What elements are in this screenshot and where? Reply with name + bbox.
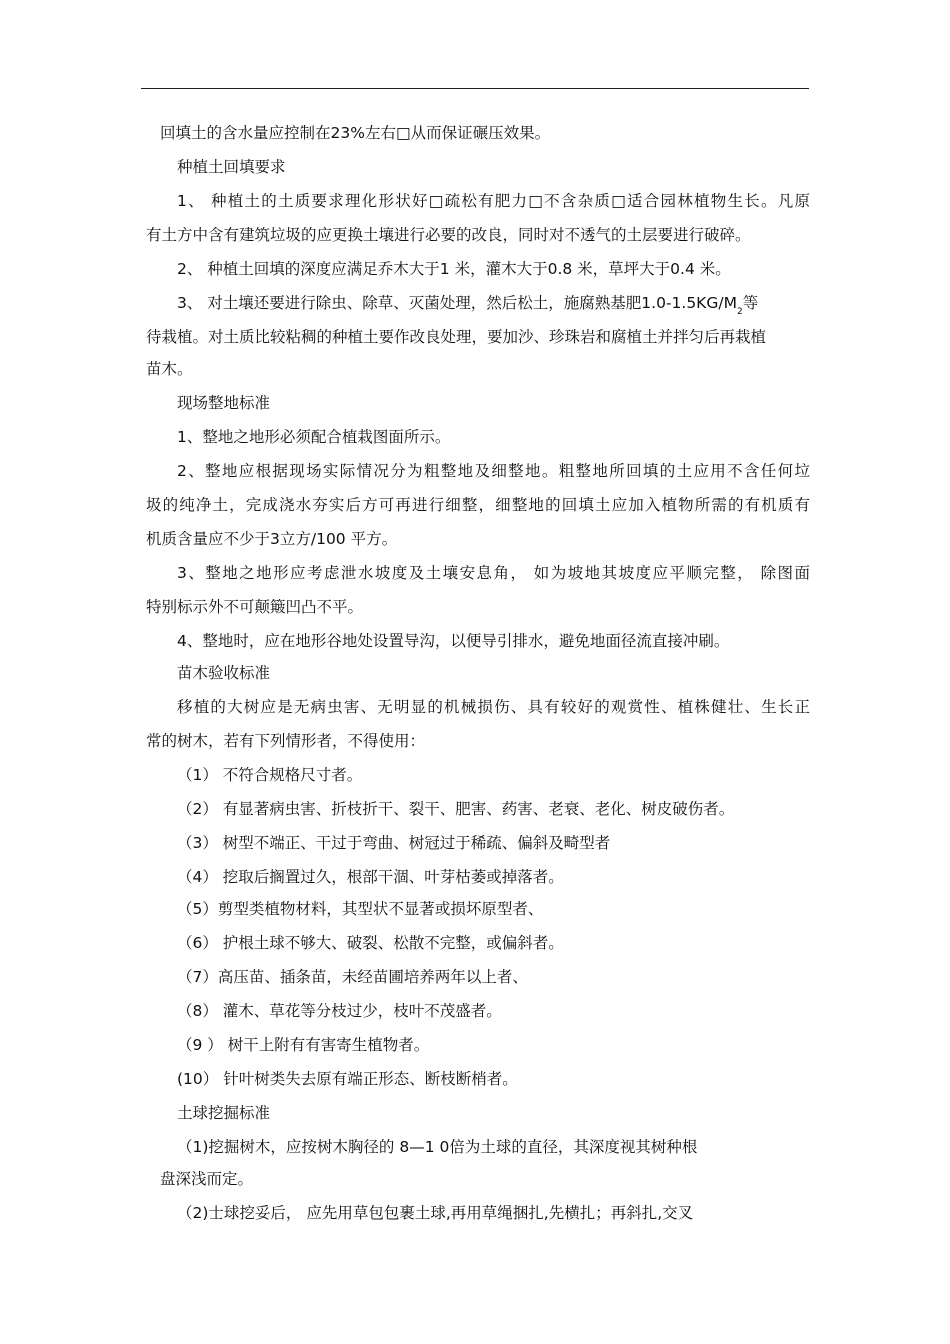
text-line: 特别标示外不可颠簸凹凸不平。 (146, 598, 364, 616)
list-item: （7）高压苗、插条苗，未经苗圃培养两年以上者、 (177, 968, 528, 986)
list-item: （9 ） 树干上附有有害寄生植物者。 (177, 1036, 430, 1054)
text-line: 移植的大树应是无病虫害、无明显的机械损伤、具有较好的观赏性、植株健壮、生长正 (177, 698, 810, 716)
text-line (177, 293, 810, 316)
list-item: （2)士球挖妥后， 应先用草包包裹土球,再用草绳捆扎,先横扎；再斜扎,交叉 (177, 1204, 694, 1222)
list-item: （8） 灌木、草花等分枝过少，枝叶不茂盛者。 (177, 1002, 502, 1020)
text-line: 常的树木，若有下列情形者，不得使用： (146, 732, 426, 750)
text-line: 4、整地时，应在地形谷地处设置导沟，以便导引排水，避免地面径流直接冲刷。 (177, 632, 730, 650)
list-item: (10） 针叶树类失去原有端正形态、断枝断梢者。 (177, 1070, 518, 1088)
text-run: 等 (742, 294, 759, 312)
text-line: 盘深浅而定。 (160, 1170, 254, 1188)
text-run: 3、 对土壤还要进行除虫、除草、灭菌处理，然后松土，施腐熟基肥1.0-1.5KG/M (177, 294, 737, 312)
text-line: 2、 种植土回填的深度应满足乔木大于1 米，灌木大于0.8 米，草坪大于0.4 米。 (177, 260, 731, 278)
text-line: 1、整地之地形必须配合植栽图面所示。 (177, 428, 451, 446)
superscript-2: 2 (736, 307, 743, 317)
section-heading: 苗木验收标准 (177, 664, 271, 682)
list-item: （1)挖掘树木，应按树木胸径的 8—1 0倍为土球的直径，其深度视其树种根 (177, 1138, 698, 1156)
text-line: 圾的纯净土，完成浇水夯实后方可再进行细整，细整地的回填土应加入植物所需的有机质有 (146, 496, 810, 514)
section-heading: 土球挖掘标准 (177, 1104, 271, 1122)
section-heading: 种植土回填要求 (177, 158, 286, 176)
text-line: 待栽植。对土质比较粘稠的种植土要作改良处理，要加沙、珍珠岩和腐植土并拌匀后再栽植 (146, 328, 767, 346)
list-item: （4） 挖取后搁置过久，根部干涸、叶芽枯萎或掉落者。 (177, 868, 564, 886)
text-line: 有土方中含有建筑垃圾的应更换土壤进行必要的改良，同时对不透气的土层要进行破碎。 (146, 226, 751, 244)
text-line: 2、整地应根据现场实际情况分为粗整地及细整地。粗整地所回填的土应用不含任何垃 (177, 462, 810, 480)
list-item: （2） 有显著病虫害、折枝折干、裂干、肥害、药害、老衰、老化、树皮破伤者。 (177, 800, 735, 818)
list-item: （6） 护根土球不够大、破裂、松散不完整，或偏斜者。 (177, 934, 564, 952)
list-item: （5）剪型类植物材料，其型状不显著或损坏原型者、 (177, 900, 544, 918)
list-item: （1） 不符合规格尺寸者。 (177, 766, 363, 784)
header-rule (141, 88, 809, 89)
text-line: 回填土的含水量应控制在23%左右□从而保证碾压效果。 (160, 124, 551, 142)
text-line: 苗木。 (146, 360, 193, 378)
text-line: 3、整地之地形应考虑泄水坡度及土壤安息角， 如为坡地其坡度应平顺完整， 除图面 (177, 564, 810, 582)
text-line: 1、 种植土的土质要求理化形状好□疏松有肥力□不含杂质□适合园林植物生长。凡原 (177, 192, 810, 210)
section-heading: 现场整地标准 (177, 394, 271, 412)
list-item: （3） 树型不端正、干过于弯曲、树冠过于稀疏、偏斜及畸型者 (177, 834, 611, 852)
text-line: 机质含量应不少于3立方/100 平方。 (146, 530, 398, 548)
